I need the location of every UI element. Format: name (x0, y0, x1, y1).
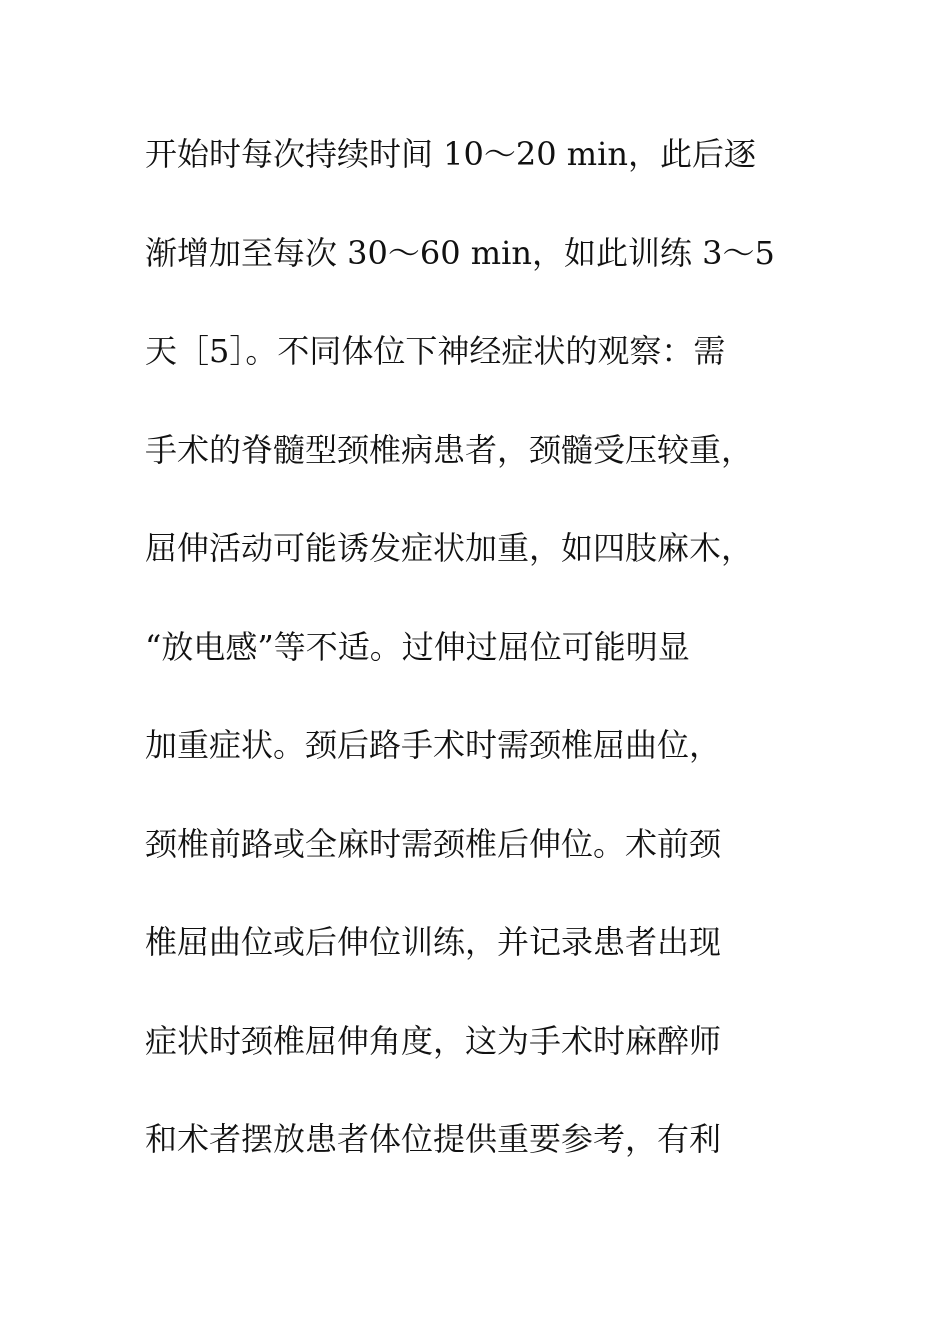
text-line-5: 屈伸活动可能诱发症状加重，如四肢麻木， (145, 529, 754, 567)
text-line-11: 和术者摆放患者体位提供重要参考，有利 (145, 1120, 722, 1158)
text-line-8: 颈椎前路或全麻时需颈椎后伸位。术前颈 (145, 824, 722, 863)
text-line-3: 天［5］。不同体位下神经症状的观察：需 (145, 332, 726, 370)
text-line-1: 开始时每次持续时间 10～20 min，此后逐 (145, 135, 756, 173)
text-line-4: 手术的脊髓型颈椎病患者，颈髓受压较重， (145, 430, 754, 469)
body-text (145, 125, 805, 1209)
text-line-2: 渐增加至每次 30～60 min，如此训练 3～5 (145, 233, 775, 272)
text-line-6: “放电感”等不适。过伸过屈位可能明显 (145, 627, 690, 666)
text-line-9: 椎屈曲位或后伸位训练，并记录患者出现 (145, 923, 722, 961)
text-line-7: 加重症状。颈后路手术时需颈椎屈曲位， (145, 726, 722, 764)
text-line-10: 症状时颈椎屈伸角度，这为手术时麻醉师 (145, 1021, 722, 1060)
